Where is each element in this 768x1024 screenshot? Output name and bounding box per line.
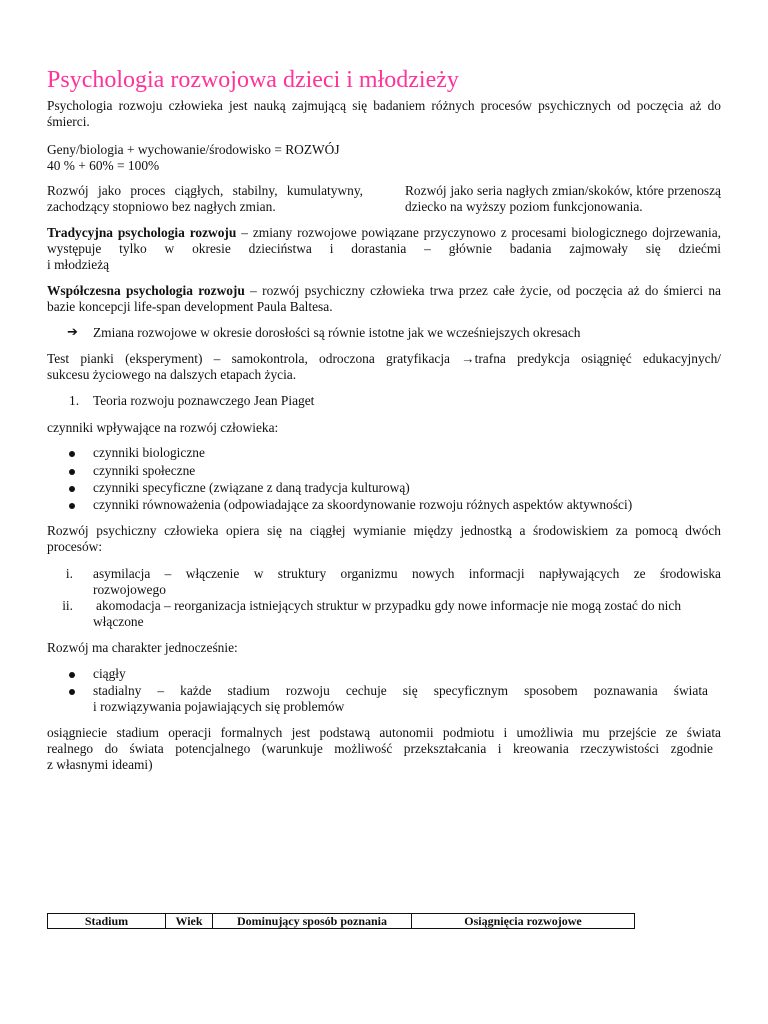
arrow-item bbox=[47, 325, 721, 341]
arrow-right-icon: ➔ bbox=[67, 325, 78, 340]
numbered-item-text: Teoria rozwoju poznawczego Jean Piaget bbox=[93, 393, 315, 408]
bullet-icon bbox=[69, 503, 75, 509]
traditional-description: – zmiany rozwojowe powiązane przyczynowo z procesami biologicznego dojrzewania, występuje tylko w okresie dzieciństwa i dorastania – głównie badania zajmowały się dziećmi bbox=[47, 225, 722, 256]
traditional-term: Tradycyjna psychologia rozwoju bbox=[47, 225, 237, 240]
stages-table bbox=[47, 913, 635, 929]
traditional-description-end: i młodzieżą bbox=[47, 257, 110, 272]
column-header-stadium: Stadium bbox=[48, 914, 166, 929]
list-item: czynniki równoważenia (odpowiadające za skoordynowanie rozwoju różnych aspektów aktywności) bbox=[47, 497, 721, 513]
exchange-line-end: procesów: bbox=[47, 539, 103, 554]
bullet-icon bbox=[69, 689, 75, 695]
exchange-line: Rozwój psychiczny człowieka opiera się na ciągłej wymianie między jednostką a środowiskiem za pomocą dwóch bbox=[47, 523, 721, 538]
list-item: ciągły bbox=[47, 666, 721, 682]
bullet-icon bbox=[69, 486, 75, 492]
modern-description: – rozwój psychiczny człowieka trwa przez całe życie, od poczęcia aż do śmierci na bbox=[244, 283, 721, 298]
stage-development-text: Rozwój jako seria nagłych zmian/skoków, które przenoszą dziecko na wyższy poziom funkcjonowania. bbox=[405, 183, 721, 214]
formal-line-3: z własnymi ideami) bbox=[47, 757, 153, 772]
formula-block bbox=[47, 142, 721, 174]
formula-percent-line: 40 % + 60% = 100% bbox=[47, 158, 160, 173]
marshmallow-line-end: sukcesu życiowego na dalszych etapach życia. bbox=[47, 367, 297, 382]
list-item: czynniki społeczne bbox=[47, 463, 721, 479]
roman-marker: i. bbox=[65, 566, 73, 581]
process-item-accommodation: ii. akomodacja – reorganizacja istniejących struktur w przypadku gdy nowe informacje nie mogą zostać do nich włączone bbox=[47, 598, 721, 632]
table-header-row bbox=[48, 914, 635, 929]
traditional-psychology-paragraph bbox=[47, 225, 721, 273]
column-header-achievements: Osiągnięcia rozwojowe bbox=[412, 914, 635, 929]
exchange-paragraph bbox=[47, 523, 721, 555]
process-item-assimilation: i. asymilacja – włączenie w struktury organizmu nowych informacji napływających ze środowiska rozwojowego bbox=[47, 566, 721, 600]
column-header-age: Wiek bbox=[166, 914, 213, 929]
factors-intro: czynniki wpływające na rozwój człowieka: bbox=[47, 420, 279, 435]
marshmallow-test-paragraph bbox=[47, 351, 721, 383]
arrow-item-text: Zmiana rozwojowe w okresie dorosłości są równie istotne jak we wcześniejszych okresach bbox=[93, 325, 581, 340]
column-header-cognition: Dominujący sposób poznania bbox=[213, 914, 412, 929]
continuous-development-text: Rozwój jako proces ciągłych, stabilny, kumulatywny, zachodzący stopniowo bez nagłych zmian. bbox=[47, 183, 363, 214]
modern-psychology-paragraph bbox=[47, 283, 721, 315]
numbered-item bbox=[47, 393, 721, 409]
two-column-block bbox=[47, 183, 721, 217]
intro-paragraph: Psychologia rozwoju człowieka jest nauką zajmującą się badaniem różnych procesów psychicznych od poczęcia aż do śmierci. bbox=[47, 98, 721, 129]
list-item: czynniki specyficzne (związane z daną tradycja kulturową) bbox=[47, 480, 721, 496]
formula-line: Geny/biologia + wychowanie/środowisko = ROZWÓJ bbox=[47, 142, 340, 157]
modern-term: Współczesna psychologia rozwoju bbox=[47, 283, 245, 298]
numbered-marker: 1. bbox=[69, 393, 80, 408]
list-item: stadialny – każde stadium rozwoju cechuje się specyficznym sposobem poznawania świata i rozwiązywania pojawiających się problemów bbox=[47, 683, 721, 717]
roman-marker: ii. bbox=[62, 598, 73, 613]
formal-operations-paragraph bbox=[47, 725, 721, 773]
character-intro: Rozwój ma charakter jednocześnie: bbox=[47, 640, 238, 655]
bullet-icon bbox=[69, 469, 75, 475]
modern-description-end: bazie koncepcji life-span development Paula Baltesa. bbox=[47, 299, 333, 314]
list-item: czynniki biologiczne bbox=[47, 445, 721, 461]
formal-line-2: realnego do świata potencjalnego (warunkuje możliwość przekształcania i kreowania rzeczywistości zgodnie bbox=[47, 741, 713, 756]
bullet-icon bbox=[69, 451, 75, 457]
marshmallow-line: Test pianki (eksperyment) – samokontrola, odroczona gratyfikacja →trafna predykcja osiągnięć edukacyjnych/ bbox=[47, 351, 721, 366]
page-title: Psychologia rozwojowa dzieci i młodzieży bbox=[47, 67, 459, 93]
formal-line-1: osiągniecie stadium operacji formalnych jest podstawą autonomii podmiotu i umożliwia mu przejście ze świata bbox=[47, 725, 721, 740]
bullet-icon bbox=[69, 672, 75, 678]
